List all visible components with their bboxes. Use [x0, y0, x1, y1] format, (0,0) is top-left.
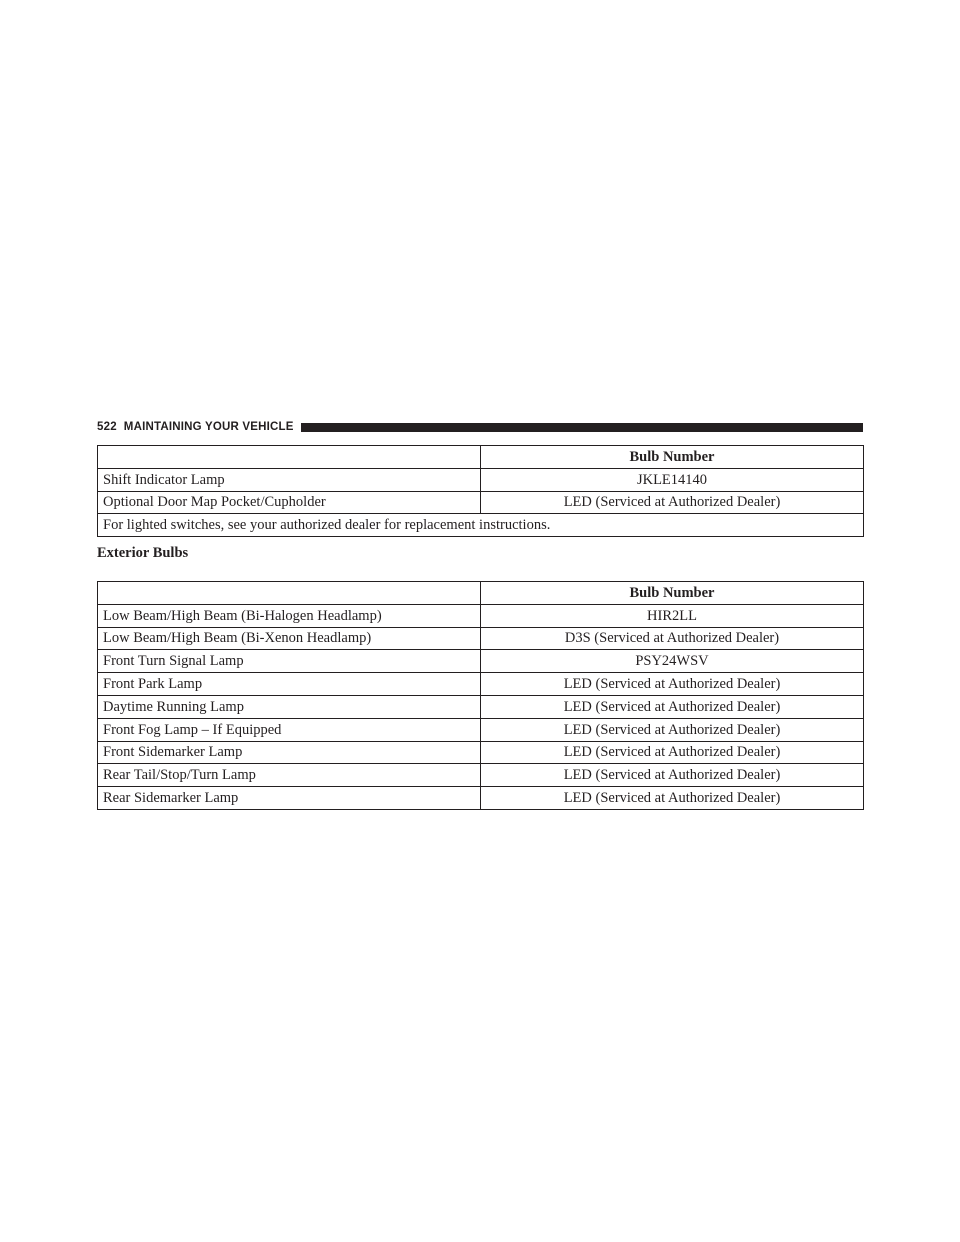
lamp-name-cell: Low Beam/High Beam (Bi-Halogen Headlamp)	[98, 604, 481, 627]
bulb-number-cell: LED (Serviced at Authorized Dealer)	[481, 787, 864, 810]
table-row	[98, 764, 864, 787]
exterior-bulbs-heading: Exterior Bulbs	[97, 545, 189, 561]
empty-header-cell	[98, 582, 481, 605]
table-row	[98, 468, 864, 491]
section-title: MAINTAINING YOUR VEHICLE	[123, 421, 294, 433]
column-header-bulb-number: Bulb Number	[481, 446, 864, 469]
bulb-number-cell: LED (Serviced at Authorized Dealer)	[481, 741, 864, 764]
empty-header-cell	[98, 446, 481, 469]
table-row	[98, 718, 864, 741]
header-rule	[301, 423, 863, 432]
page-header	[97, 419, 863, 435]
table-row	[98, 491, 864, 514]
bulb-number-cell: JKLE14140	[481, 468, 864, 491]
column-header-bulb-number: Bulb Number	[481, 582, 864, 605]
lamp-name-cell: Rear Sidemarker Lamp	[98, 787, 481, 810]
exterior-bulbs-table	[97, 581, 864, 810]
table-header-row	[98, 446, 864, 469]
table-row	[98, 604, 864, 627]
lamp-name-cell: Low Beam/High Beam (Bi-Xenon Headlamp)	[98, 627, 481, 650]
bulb-number-cell: HIR2LL	[481, 604, 864, 627]
lamp-name-cell: Rear Tail/Stop/Turn Lamp	[98, 764, 481, 787]
lamp-name-cell: Front Sidemarker Lamp	[98, 741, 481, 764]
bulb-number-cell: LED (Serviced at Authorized Dealer)	[481, 695, 864, 718]
interior-bulbs-table	[97, 445, 864, 537]
table-row	[98, 627, 864, 650]
bulb-number-cell: LED (Serviced at Authorized Dealer)	[481, 764, 864, 787]
table-note: For lighted switches, see your authorized dealer for replacement instructions.	[98, 514, 864, 537]
lamp-name-cell: Front Fog Lamp – If Equipped	[98, 718, 481, 741]
lamp-name-cell: Optional Door Map Pocket/Cupholder	[98, 491, 481, 514]
bulb-number-cell: PSY24WSV	[481, 650, 864, 673]
lamp-name-cell: Front Turn Signal Lamp	[98, 650, 481, 673]
bulb-number-cell: LED (Serviced at Authorized Dealer)	[481, 673, 864, 696]
table-row	[98, 650, 864, 673]
bulb-number-cell: LED (Serviced at Authorized Dealer)	[481, 491, 864, 514]
table-row	[98, 741, 864, 764]
table-row	[98, 787, 864, 810]
page-number: 522	[97, 421, 117, 433]
table-header-row	[98, 582, 864, 605]
bulb-number-cell: D3S (Serviced at Authorized Dealer)	[481, 627, 864, 650]
lamp-name-cell: Front Park Lamp	[98, 673, 481, 696]
bulb-number-cell: LED (Serviced at Authorized Dealer)	[481, 718, 864, 741]
table-note-row	[98, 514, 864, 537]
lamp-name-cell: Shift Indicator Lamp	[98, 468, 481, 491]
lamp-name-cell: Daytime Running Lamp	[98, 695, 481, 718]
table-row	[98, 695, 864, 718]
table-row	[98, 673, 864, 696]
